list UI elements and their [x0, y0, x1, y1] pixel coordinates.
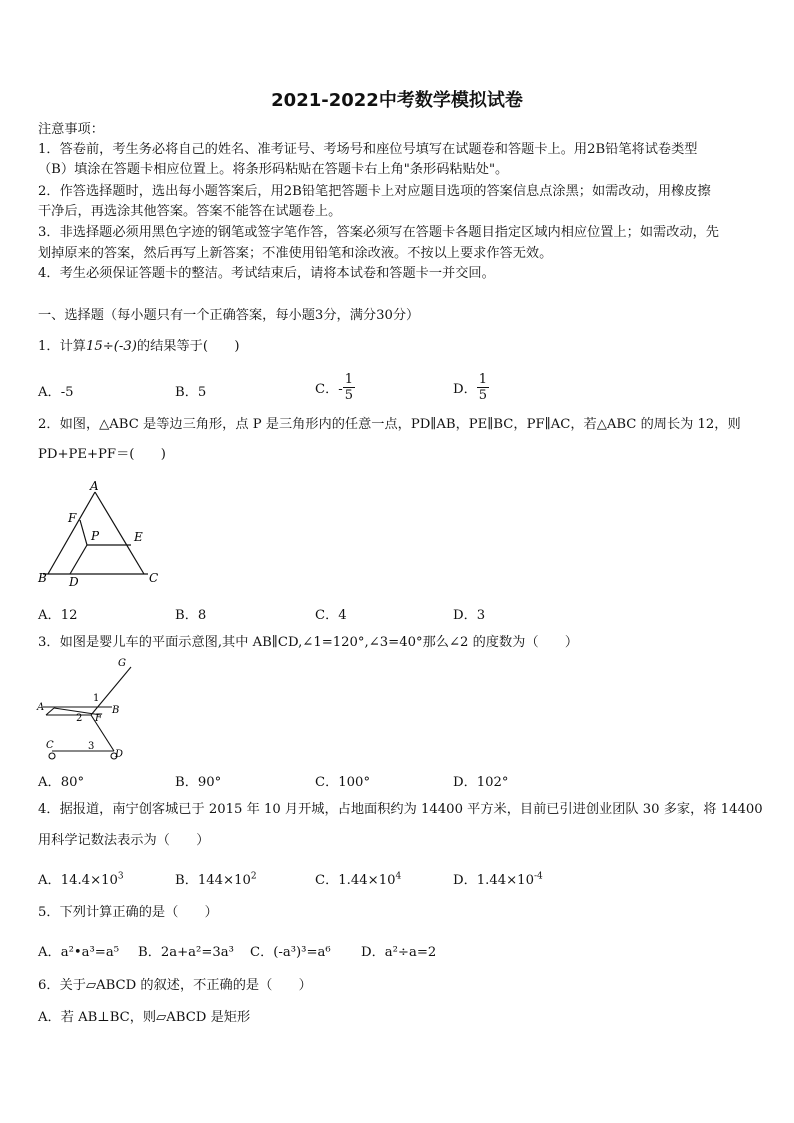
q2-option-b: B．8	[175, 608, 207, 623]
notice-line-1: 1．答卷前，考生务必将自己的姓名、准考证号、考场号和座位号填写在试题卷和答题卡上。用2B铅笔将试卷类型	[38, 142, 698, 157]
label-c: C	[149, 571, 159, 585]
q5-option-c: C．(-a³)³=a⁶	[250, 945, 331, 960]
fraction-numerator: 1	[478, 372, 488, 387]
page-title: 2021-2022中考数学模拟试卷	[271, 90, 523, 111]
label-a: A	[90, 479, 99, 493]
q5-option-d: D．a²÷a=2	[361, 945, 437, 960]
connector-line	[46, 708, 54, 715]
notice-line-5: 3．非选择题必须用黑色字迹的钢笔或签字笔作答，答案必须写在答题卡各题目指定区域内相应位置上；如需改动，先	[38, 225, 719, 240]
q1-expression: 15÷(-3)	[85, 339, 137, 354]
q5-option-a: A．a²•a³=a⁵	[38, 945, 119, 960]
label-f: F	[95, 713, 102, 724]
q1-option-d-label: D．	[453, 382, 477, 397]
fraction-numerator: 1	[344, 372, 354, 387]
q1-option-b: B．5	[175, 385, 207, 400]
fraction-denominator: 5	[344, 388, 354, 403]
option-exponent: 2	[250, 871, 257, 882]
side-ab	[48, 492, 95, 574]
option-exponent: -4	[533, 871, 543, 882]
q4-option-b	[175, 869, 257, 888]
question-4-line-2: 用科学记数法表示为（ ）	[38, 833, 210, 848]
section-heading: 一、选择题（每小题只有一个正确答案，每小题3分，满分30分）	[38, 308, 420, 323]
q1-option-d-fraction	[477, 372, 489, 403]
label-p: P	[91, 529, 100, 543]
label-angle-2: 2	[76, 713, 83, 724]
label-d: D	[69, 575, 79, 589]
question-4-line-1: 4．据报道，南宁创客城已于 2015 年 10 月开城，占地面积约为 14400 平方米，目前已引进创业团队 30 多家，将 14400	[38, 802, 763, 817]
q2-option-c: C．4	[315, 608, 347, 623]
option-base: A．14.4×10	[38, 873, 118, 888]
label-angle-3: 3	[88, 741, 95, 752]
q1-option-c	[315, 372, 355, 403]
label-c: C	[46, 740, 54, 751]
segment-pd	[70, 545, 87, 574]
question-2-line-1: 2．如图，△ABC 是等边三角形，点 P 是三角形内的任意一点，PD∥AB，PE∥BC，PF∥AC，若△ABC 的周长为 12，则	[38, 417, 741, 432]
q5-option-b: B．2a+a²=3a³	[138, 945, 234, 960]
question-1	[38, 339, 760, 355]
segment-pf	[80, 520, 87, 545]
notice-line-6: 划掉原来的答案，然后再写上新答案；不准使用铅笔和涂改液。不按以上要求作答无效。	[38, 246, 553, 261]
notice-line-2: （B）填涂在答题卡相应位置上。将条形码粘贴在答题卡右上角"条形码粘贴处"。	[38, 162, 509, 177]
option-base: B．144×10	[175, 873, 251, 888]
q3-option-b: B．90°	[175, 775, 222, 790]
q3-option-a: A．80°	[38, 775, 85, 790]
option-exponent: 4	[395, 871, 402, 882]
question-3: 3．如图是婴儿车的平面示意图,其中 AB∥CD,∠1=120°,∠3=40°那么∠2 的度数为（ ）	[38, 635, 579, 650]
wheel-c	[49, 753, 55, 759]
q3-option-c: C．100°	[315, 775, 371, 790]
q3-option-d: D．102°	[453, 775, 509, 790]
q4-option-c	[315, 869, 401, 888]
triangle-figure	[36, 478, 166, 590]
question-2-line-2: PD+PE+PF＝( )	[38, 447, 166, 462]
stroller-figure	[36, 655, 136, 763]
question-5: 5．下列计算正确的是（ ）	[38, 905, 218, 920]
option-base: C．1.44×10	[315, 873, 396, 888]
notice-heading: 注意事项：	[38, 122, 104, 137]
fraction-denominator: 5	[478, 388, 488, 403]
q6-option-a: A．若 AB⊥BC，则▱ABCD 是矩形	[38, 1010, 251, 1025]
option-exponent: 3	[117, 871, 124, 882]
q4-option-d	[453, 869, 543, 888]
line-gf	[91, 667, 131, 715]
q1-suffix: 的结果等于( )	[136, 339, 240, 354]
q2-option-d: D．3	[453, 608, 486, 623]
q2-option-a: A．12	[38, 608, 78, 623]
notice-line-4: 干净后，再选涂其他答案。答案不能答在试题卷上。	[38, 204, 342, 219]
label-b: B	[38, 571, 47, 585]
label-angle-1: 1	[93, 693, 100, 704]
q1-option-a: A．-5	[38, 385, 74, 400]
question-6: 6．关于▱ABCD 的叙述，不正确的是（ ）	[38, 978, 312, 993]
notice-line-3: 2．作答选择题时，选出每小题答案后，用2B铅笔把答题卡上对应题目选项的答案信息点涂黑；如需改动，用橡皮擦	[38, 184, 711, 199]
q4-option-a	[38, 869, 124, 888]
notice-line-7: 4．考生必须保证答题卡的整洁。考试结束后，请将本试卷和答题卡一并交回。	[38, 266, 495, 281]
label-e: E	[134, 530, 143, 544]
q1-prefix: 1．计算	[38, 339, 86, 354]
label-f: F	[68, 511, 77, 525]
option-base: D．1.44×10	[453, 873, 534, 888]
q1-option-c-label: C．-	[315, 382, 343, 397]
q1-option-d	[453, 372, 489, 403]
label-g: G	[118, 658, 126, 669]
label-d: D	[115, 749, 124, 760]
q1-option-c-fraction	[343, 372, 355, 403]
label-a: A	[37, 702, 45, 713]
label-b: B	[112, 705, 120, 716]
